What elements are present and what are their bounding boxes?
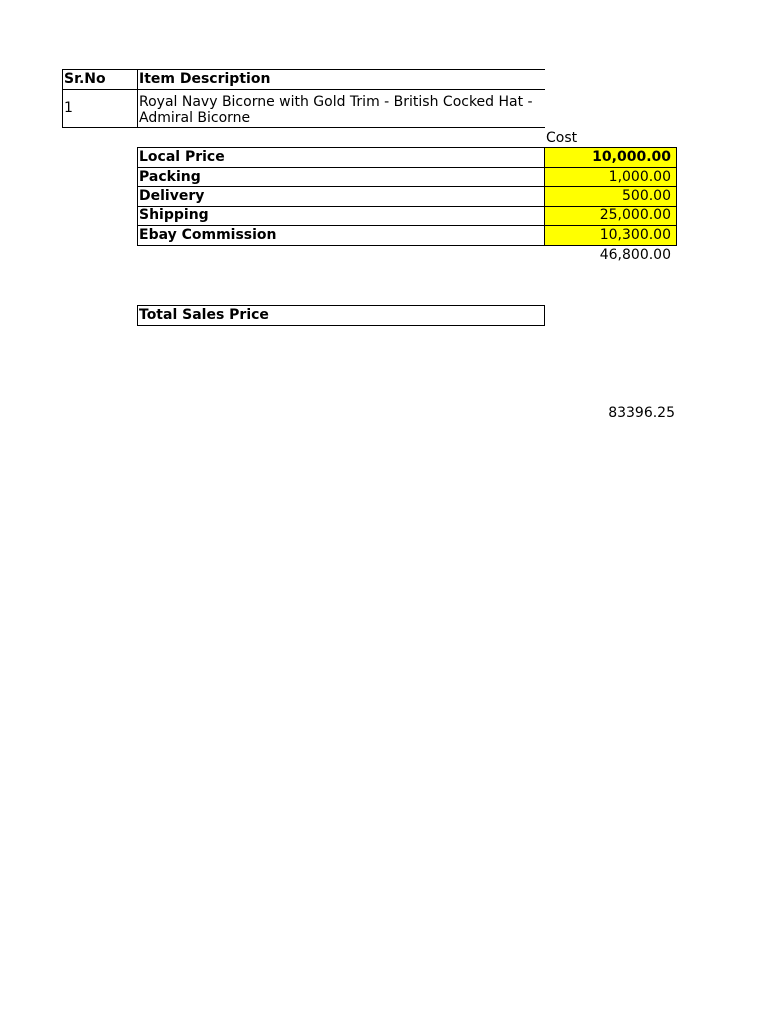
packing-value: 1,000.00	[608, 169, 671, 185]
packing-label: Packing	[139, 169, 201, 185]
delivery-label: Delivery	[139, 188, 205, 204]
shipping-value: 25,000.00	[599, 207, 671, 223]
item-description-line2: Admiral Bicorne	[139, 110, 251, 126]
cost-label: Cost	[546, 130, 578, 146]
item-description-line1: Royal Navy Bicorne with Gold Trim - British Cocked Hat -	[139, 94, 533, 110]
total-cost-value: 46,800.00	[599, 247, 671, 263]
total-sales-price-label: Total Sales Price	[139, 307, 269, 323]
item-description-header: Item Description	[139, 71, 271, 87]
delivery-value: 500.00	[622, 188, 671, 204]
shipping-label: Shipping	[139, 207, 209, 223]
local-price-label: Local Price	[139, 149, 225, 165]
item-srno: 1	[64, 100, 73, 116]
final-value: 83396.25	[608, 405, 675, 421]
ebay-commission-value: 10,300.00	[599, 227, 671, 243]
srno-header: Sr.No	[64, 71, 106, 87]
ebay-commission-label: Ebay Commission	[139, 227, 277, 243]
local-price-value: 10,000.00	[592, 149, 671, 165]
